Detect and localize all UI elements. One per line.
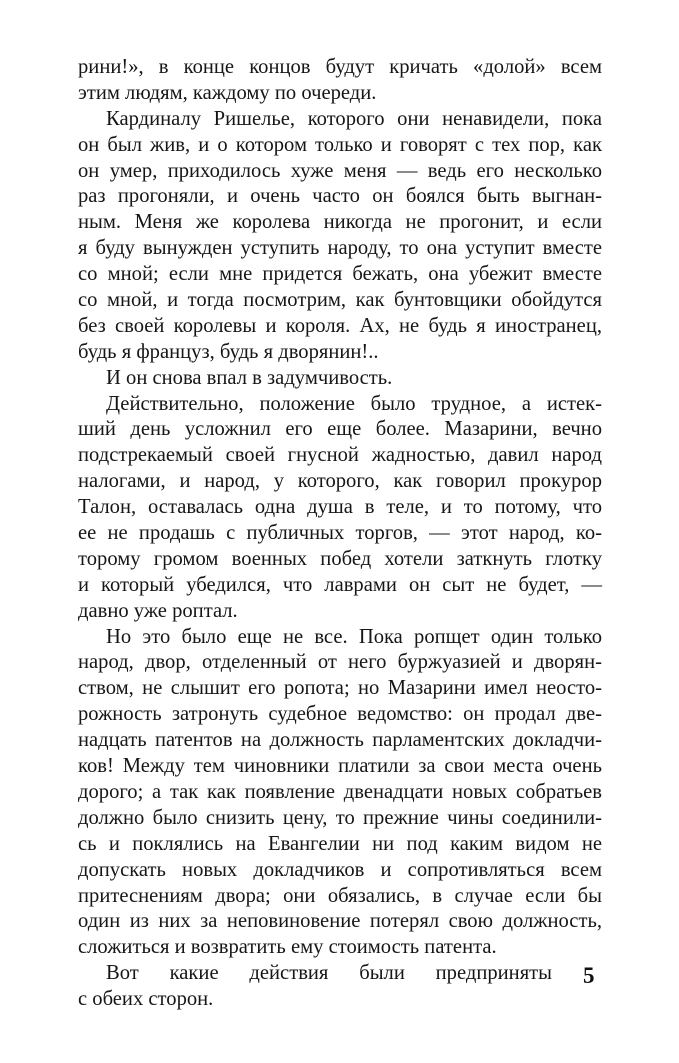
text-line: сложиться и возвратить ему стоимость патента. [78,936,497,959]
text-line: Талон, оставалась одна душа в теле, и то потому, что [78,496,602,519]
text-line: этим людям, каждому по очереди. [78,81,377,104]
text-line: торому громом военных побед хотели заткнуть глотку [78,547,602,570]
body-text [78,55,602,1013]
text-line: он был жив, и о котором только и говорят с тех пор, как [78,133,602,156]
text-line: ший день усложнил его еще более. Мазарини, вечно [78,418,602,441]
text-line: с обеих сторон. [78,988,214,1011]
text-line: допускать новых докладчиков и сопротивляться всем [78,858,602,881]
text-line: подстрекаемый своей гнусной жадностью, давил народ [78,444,602,467]
text-line: рини!», в конце концов будут кричать «долой» всем [78,56,602,78]
text-line: будь я француз, будь я дворянин!.. [78,340,379,363]
text-line: один из них за неповиновение потерял свою должность, [78,910,602,933]
paragraph [78,55,602,107]
text-line: сь и поклялись на Евангелии ни под каким видом не [78,832,602,855]
text-line: надцать патентов на должность парламентских докладчи- [78,729,602,752]
text-line: Но это было еще не все. Пока ропщет один только [106,625,602,648]
text-line: со мной, и тогда посмотрим, как бунтовщики обойдутся [78,289,602,312]
text-line: дорого; а так как появление двенадцати новых собратьев [78,780,602,803]
text-line: ством, не слышит его ропота; но Мазарини имел неосто- [78,677,602,700]
text-line: Кардиналу Ришелье, которого они ненавидели, пока [106,107,602,130]
paragraph [78,392,602,625]
text-line: должно было снизить цену, то прежние чины соединили- [78,806,602,829]
text-line: без своей королевы и короля. Ах, не будь я иностранец, [78,314,602,337]
text-line: я буду вынужден уступить народу, то она уступит вместе [78,237,602,260]
paragraph [78,107,602,366]
text-line: ее не продашь с публичных торгов, — этот народ, ко- [78,522,602,545]
text-line: рожность затронуть судебное ведомство: он продал две- [78,703,602,726]
text-line: раз прогоняли, и очень часто он боялся быть выгнан- [78,185,602,208]
text-line: притеснениям двора; они обязались, в случае если бы [78,884,602,907]
text-line: ков! Между тем чиновники платили за свои места очень [78,755,602,778]
text-line: со мной; если мне придется бежать, она убежит вместе [78,263,602,286]
paragraph [78,625,602,962]
text-line: налогами, и народ, у которого, как говорил прокурор [78,470,602,493]
paragraph [78,366,602,392]
text-line: и который убедился, что лаврами он сыт не будет, — [78,573,602,596]
page-number: 5 [583,963,595,988]
text-line: Действительно, положение было трудное, а истек- [106,392,602,415]
text-line: народ, двор, отделенный от него буржуазией и дворян- [78,651,602,674]
text-line: И он снова впал в задумчивость. [106,366,393,389]
text-line: ным. Меня же королева никогда не прогонит, и если [78,211,602,234]
text-line: давно уже роптал. [78,599,238,622]
paragraph [78,961,602,1013]
text-line: Вот какие действия были предприняты [106,962,552,985]
text-line: он умер, приходилось хуже меня — ведь его несколько [78,159,602,182]
